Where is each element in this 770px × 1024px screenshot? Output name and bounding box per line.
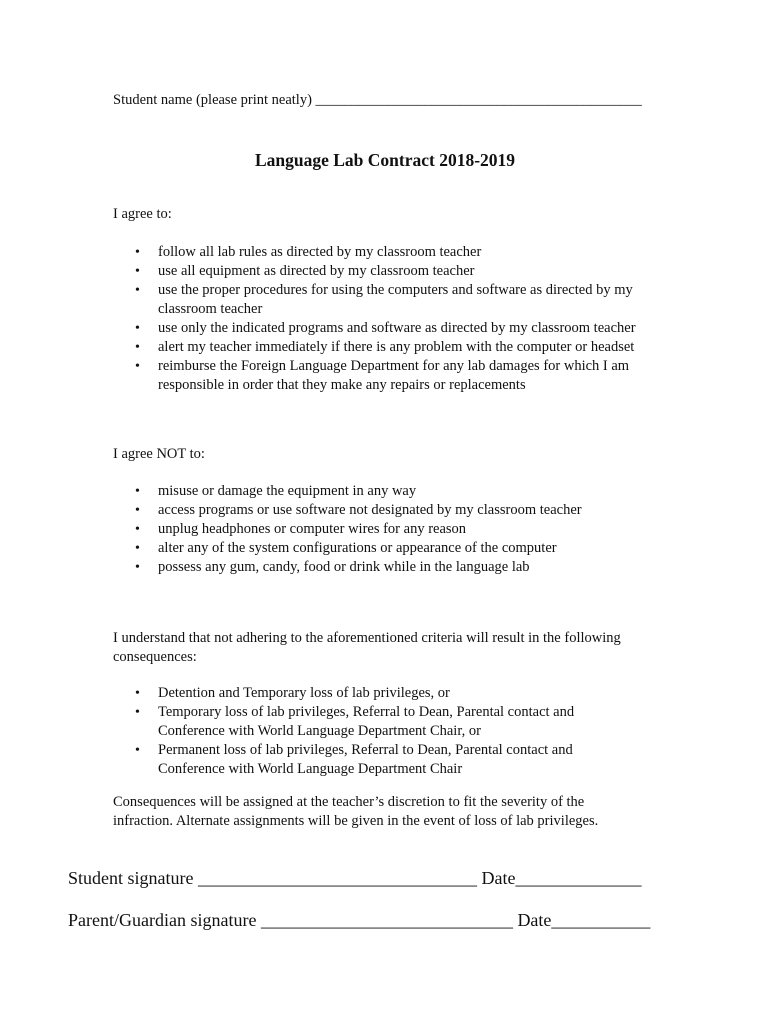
list-item: • use only the indicated programs and software as directed by my classroom teacher bbox=[135, 320, 636, 336]
agree-not-list bbox=[113, 482, 668, 577]
bullet-icon: • bbox=[135, 283, 140, 298]
list-item: • follow all lab rules as directed by my classroom teacher bbox=[135, 244, 482, 260]
bullet-icon: • bbox=[135, 340, 140, 355]
student-signature-line[interactable]: Student signature _______________________________ Date______________ bbox=[68, 868, 642, 888]
parent-signature-line[interactable]: Parent/Guardian signature ____________________________ Date___________ bbox=[68, 910, 651, 930]
list-item: • alter any of the system configurations or appearance of the computer bbox=[135, 540, 557, 556]
agree-list bbox=[113, 243, 668, 395]
bullet-icon: • bbox=[135, 321, 140, 336]
bullet-icon: • bbox=[135, 359, 140, 374]
bullet-icon: • bbox=[135, 743, 140, 758]
agree-heading: I agree to: bbox=[113, 206, 172, 222]
list-item: • Temporary loss of lab privileges, Referral to Dean, Parental contact and Conference with World Language Department Chair, or bbox=[135, 704, 575, 739]
list-item: • possess any gum, candy, food or drink while in the language lab bbox=[135, 559, 530, 575]
list-item: • reimburse the Foreign Language Department for any lab damages for which I am responsible in order that they make any repairs or replacements bbox=[135, 358, 630, 393]
consequences-intro: I understand that not adhering to the aforementioned criteria will result in the following consequences: bbox=[113, 630, 621, 665]
student-name-line: Student name (please print neatly) _____________________________________________ bbox=[113, 92, 642, 108]
consequences-list bbox=[113, 684, 628, 779]
list-item: • access programs or use software not designated by my classroom teacher bbox=[135, 502, 582, 518]
bullet-icon: • bbox=[135, 522, 140, 537]
list-item: • use the proper procedures for using the computers and software as directed by my classroom teacher bbox=[135, 282, 633, 317]
bullet-icon: • bbox=[135, 560, 140, 575]
bullet-icon: • bbox=[135, 541, 140, 556]
bullet-icon: • bbox=[135, 264, 140, 279]
discretion-note: Consequences will be assigned at the teacher’s discretion to fit the severity of the infraction. Alternate assignments will be given in the event of loss of lab privileges. bbox=[113, 794, 599, 829]
list-item: • Permanent loss of lab privileges, Referral to Dean, Parental contact and Conference with World Language Department Chair bbox=[135, 742, 573, 777]
bullet-icon: • bbox=[135, 245, 140, 260]
list-item: • unplug headphones or computer wires for any reason bbox=[135, 521, 467, 537]
bullet-icon: • bbox=[135, 484, 140, 499]
list-item: • use all equipment as directed by my classroom teacher bbox=[135, 263, 475, 279]
list-item: • alert my teacher immediately if there is any problem with the computer or headset bbox=[135, 339, 635, 355]
bullet-icon: • bbox=[135, 686, 140, 701]
list-item: • misuse or damage the equipment in any way bbox=[135, 483, 417, 499]
list-item: • Detention and Temporary loss of lab privileges, or bbox=[135, 685, 450, 701]
page-title: Language Lab Contract 2018-2019 bbox=[254, 150, 516, 170]
agree-not-heading: I agree NOT to: bbox=[113, 446, 205, 462]
bullet-icon: • bbox=[135, 503, 140, 518]
bullet-icon: • bbox=[135, 705, 140, 720]
